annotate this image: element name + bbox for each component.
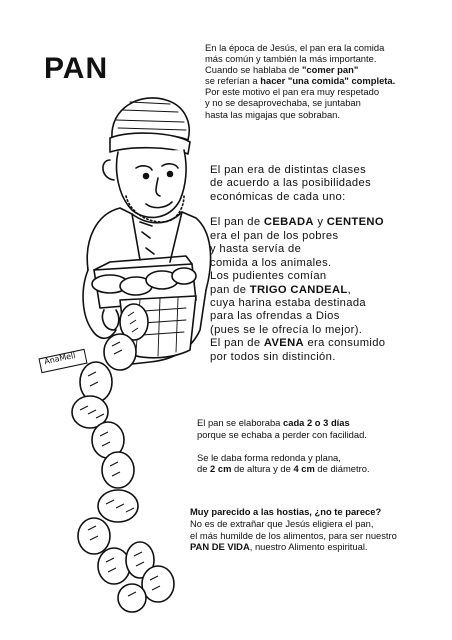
classes-line: para las ofrendas a Dios — [210, 310, 340, 323]
page-title: PAN — [44, 52, 109, 85]
intro-line: y no se desaprovechaba, se juntaban — [205, 97, 361, 109]
host-line: Muy parecido a las hostias, ¿no te parece? — [190, 506, 382, 517]
classes-line: y hasta servía de — [210, 243, 302, 256]
signature: AnaMell — [43, 350, 77, 367]
baking-line: de 2 cm de altura y de 4 cm de diámetro. — [197, 463, 370, 475]
intro-line: se referían a hacer "una comida" completa. — [205, 75, 396, 87]
baking-line: El pan se elaboraba cada 2 o 3 días — [197, 417, 350, 428]
classes-line: (pues se le ofrecía lo mejor). — [210, 323, 363, 336]
host-line: el más humilde de los alimentos, para ser nuestro — [190, 529, 397, 541]
host-line: No es de extrañar que Jesús eligiera el pan, — [190, 517, 374, 529]
bread-classes-paragraph — [210, 164, 385, 364]
classes-line: Los pudientes comían — [210, 270, 327, 283]
intro-line: Por este motivo el pan era muy respetado — [205, 86, 380, 98]
host-line: PAN DE VIDA, nuestro Alimento espiritual. — [190, 541, 368, 553]
baking-line: porque se echaba a perder con facilidad. — [197, 428, 367, 440]
classes-line: El pan de AVENA era consumido — [210, 337, 386, 350]
intro-line: Cuando se hablaba de "comer pan" — [205, 64, 359, 76]
classes-line: El pan de CEBADA y CENTENO — [210, 216, 384, 229]
classes-line: era el pan de los pobres — [210, 229, 339, 242]
intro-line: En la época de Jesús, el pan era la comida — [205, 42, 385, 53]
baking-line: Se le daba forma redonda y plana, — [197, 451, 341, 463]
classes-line: económicas de cada uno: — [210, 190, 346, 203]
classes-line: pan de TRIGO CANDEAL, — [210, 283, 352, 296]
intro-paragraph — [205, 42, 395, 120]
intro-line: más común y también la más importante. — [205, 53, 377, 65]
classes-line: comida a los animales. — [210, 256, 332, 269]
classes-line: cuya harina estaba destinada — [210, 296, 366, 309]
host-paragraph — [190, 506, 397, 553]
classes-line: El pan era de distintas clases — [210, 164, 367, 176]
classes-line: por todos sin distinción. — [210, 350, 336, 363]
baking-paragraph — [197, 417, 370, 475]
classes-line: de acuerdo a las posibilidades — [210, 177, 372, 190]
intro-line: hasta las migajas que sobraban. — [205, 108, 340, 120]
